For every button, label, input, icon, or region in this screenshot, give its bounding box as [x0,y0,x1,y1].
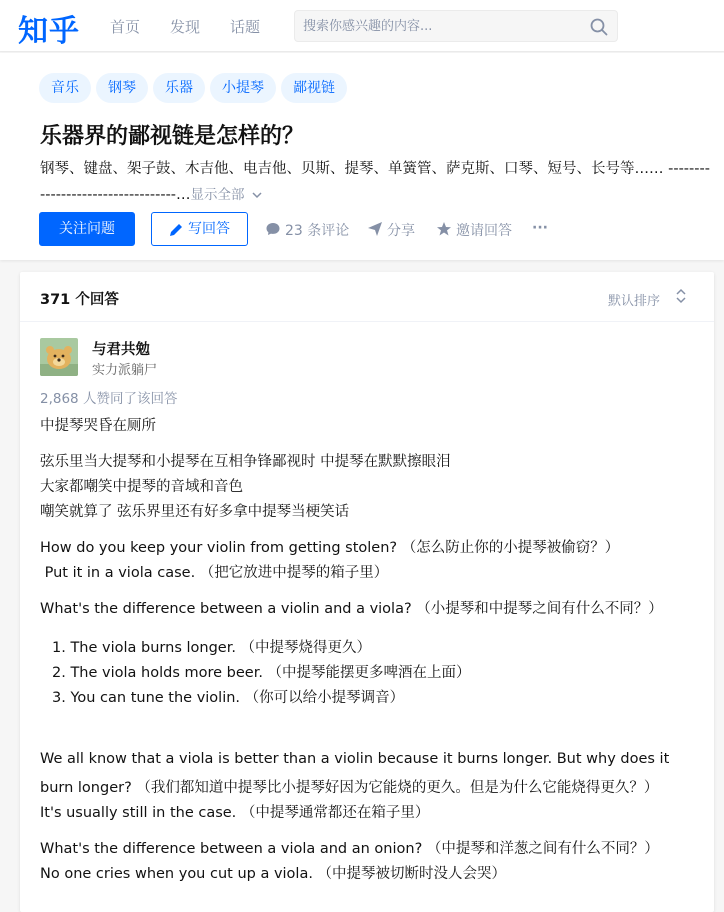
nav-discover[interactable]: 发现 [170,18,201,36]
sort-selector[interactable]: 默认排序 [607,294,660,309]
question-detail-text: 钢琴、键盘、架子鼓、木吉他、电吉他、贝斯、提琴、单簧管、萨克斯、口琴、短号、长号等…… ----------------------------------… [40,161,710,203]
answer-paragraph: What's the difference between a violin and a viola? （小提琴和中提琴之间有什么不同？） [40,601,663,617]
follow-question-button[interactable]: 关注问题 [39,212,135,246]
answer-paragraph: We all know that a viola is better than a violin because it burns longer. But why does it [40,751,670,767]
answer-list-header [20,272,714,322]
share-label[interactable]: 分享 [387,223,415,239]
answer-paragraph: It's usually still in the case. （中提琴通常都还在箱子里） [40,805,430,821]
more-options-button[interactable]: ··· [532,220,548,236]
answer-list [20,272,714,912]
chevron-down-icon [251,190,263,200]
topic-tag-piano[interactable]: 钢琴 [96,73,148,103]
paper-plane-icon [367,221,383,237]
answer-list-item: 1. The viola burns longer. （中提琴烧得更久） [52,640,372,656]
write-answer-button[interactable] [151,212,248,246]
author-avatar[interactable] [40,338,78,376]
invite-answer-label[interactable]: 邀请回答 [456,223,512,239]
question-header [0,53,724,260]
star-icon [436,221,452,237]
topic-tag-contempt-chain[interactable]: 鄙视链 [281,73,347,103]
comment-bubble-icon [265,221,281,237]
question-detail [40,156,710,208]
topic-tag-instrument[interactable]: 乐器 [153,73,205,103]
invite-answer-button[interactable] [436,220,512,240]
pencil-icon [168,222,184,238]
answer-paragraph: 弦乐里当大提琴和小提琴在互相争锋鄙视时 中提琴在默默擦眼泪 [40,454,451,470]
answer-paragraph: What's the difference between a viola and an onion? （中提琴和洋葱之间有什么不同？） [40,841,659,857]
write-answer-label[interactable]: 写回答 [188,221,230,237]
search-box [294,10,618,42]
answer-count: 371 个回答 [40,292,119,308]
upvote-count: 2,868 人赞同了该回答 [40,391,178,407]
author-bio: 实力派躺尸 [92,363,158,378]
answer-paragraph: 中提琴哭昏在厕所 [40,418,156,434]
answer-paragraph: 大家都嘲笑中提琴的音域和音色 [40,479,243,495]
show-all-link[interactable] [191,187,263,203]
author-name[interactable]: 与君共勉 [92,342,150,358]
answer-paragraph: How do you keep your violin from getting stolen? （怎么防止你的小提琴被偷窃？） [40,540,620,556]
search-icon[interactable] [589,17,609,37]
nav-topics[interactable]: 话题 [230,18,261,36]
topic-tag-violin[interactable]: 小提琴 [210,73,276,103]
share-button[interactable] [367,220,415,240]
show-all-label[interactable]: 显示全部 [190,187,245,203]
top-navbar [0,0,724,52]
search-input[interactable] [303,11,583,41]
topic-tag-music[interactable]: 音乐 [39,73,91,103]
question-title: 乐器界的鄙视链是怎样的？ [40,124,305,149]
answer-paragraph: Put it in a viola case. （把它放进中提琴的箱子里） [40,565,389,581]
answer-paragraph: burn longer? （我们都知道中提琴比小提琴好因为它能烧的更久。但是为什么它能烧得更久？） [40,780,659,796]
zhihu-logo[interactable]: 知乎 [18,14,80,49]
comments-label[interactable]: 23 条评论 [285,223,350,239]
answer-paragraph: 嘲笑就算了 弦乐界里还有好多拿中提琴当梗笑话 [40,504,350,520]
answer-list-item: 2. The viola holds more beer. （中提琴能摆更多啤酒在上面） [52,665,471,681]
answer-list-item: 3. You can tune the violin. （你可以给小提琴调音） [52,690,405,706]
comments-button[interactable] [265,220,349,240]
sort-arrows-icon[interactable] [676,288,686,304]
answer-paragraph: No one cries when you cut up a viola. （中提琴被切断时没人会哭） [40,866,507,882]
nav-home[interactable]: 首页 [110,18,141,36]
